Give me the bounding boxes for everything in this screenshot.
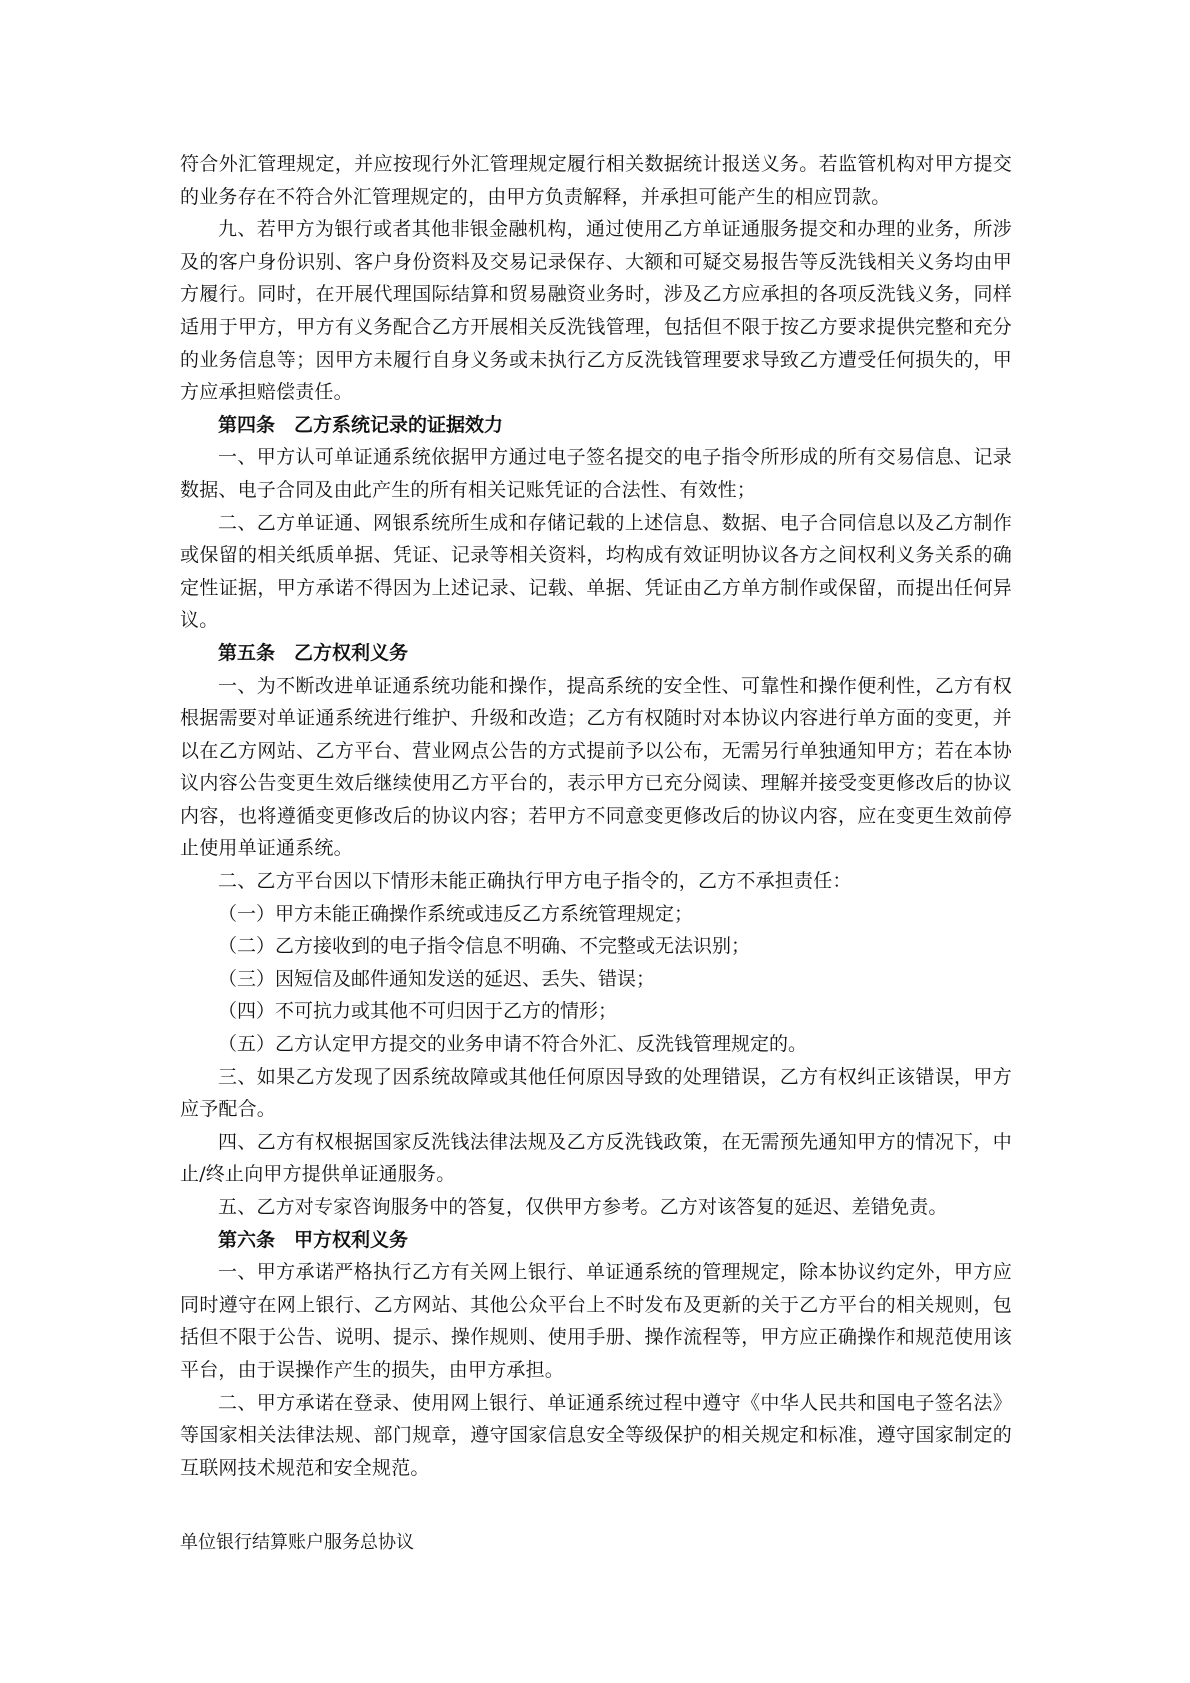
paragraph-article-5-4: 四、乙方有权根据国家反洗钱法律法规及乙方反洗钱政策，在无需预先通知甲方的情况下，中止/终止向甲方提供单证通服务。 xyxy=(180,1130,1012,1186)
paragraph-article-4-2: 二、乙方单证通、网银系统所生成和存储记载的上述信息、数据、电子合同信息以及乙方制作或保留的相关纸质单据、凭证、记录等相关资料，均构成有效证明协议各方之间权利义务关系的确定性证据，甲方承诺不得因为上述记录、记载、单据、凭证由乙方单方制作或保留，而提出任何异议。 xyxy=(180,511,1012,632)
paragraph-article-6-2: 二、甲方承诺在登录、使用网上银行、单证通系统过程中遵守《中华人民共和国电子签名法》等国家相关法律法规、部门规章，遵守国家信息安全等级保护的相关规定和标准，遵守国家制定的互联网技术规范和安全规范。 xyxy=(180,1391,1012,1479)
paragraph-article-5-3: 三、如果乙方发现了因系统故障或其他任何原因导致的处理错误，乙方有权纠正该错误，甲方应予配合。 xyxy=(180,1065,1012,1121)
list-item-5-2-3: （三）因短信及邮件通知发送的延迟、丢失、错误； xyxy=(218,967,656,990)
paragraph-article-5-2: 二、乙方平台因以下情形未能正确执行甲方电子指令的，乙方不承担责任： xyxy=(218,870,852,893)
paragraph-article-5-5: 五、乙方对专家咨询服务中的答复，仅供甲方参考。乙方对该答复的延迟、差错免责。 xyxy=(218,1196,948,1218)
paragraph-clause-9: 九、若甲方为银行或者其他非银金融机构，通过使用乙方单证通服务提交和办理的业务，所涉及的客户身份识别、客户身份资料及交易记录保存、大额和可疑交易报告等反洗钱相关义务均由甲方履行。同时，在开展代理国际结算和贸易融资业务时，涉及乙方应承担的各项反洗钱义务，同样适用于甲方，甲方有义务配合乙方开展相关反洗钱管理，包括但不限于按乙方要求提供完整和充分的业务信息等；因甲方未履行自身义务或未执行乙方反洗钱管理要求导致乙方遭受任何损失的，甲方应承担赔偿责任。 xyxy=(180,218,1012,404)
document-body xyxy=(180,148,1012,1484)
paragraph-article-5-1: 一、为不断改进单证通系统功能和操作，提高系统的安全性、可靠性和操作便利性，乙方有权根据需要对单证通系统进行维护、升级和改造；乙方有权随时对本协议内容进行单方面的变更，并以在乙方网站、乙方平台、营业网点公告的方式提前予以公布，无需另行单独通知甲方；若在本协议内容公告变更生效后继续使用乙方平台的，表示甲方已充分阅读、理解并接受变更修改后的协议内容，也将遵循变更修改后的协议内容；若甲方不同意变更修改后的协议内容，应在变更生效前停止使用单证通系统。 xyxy=(180,674,1012,860)
paragraph-article-4-1: 一、甲方认可单证通系统依据甲方通过电子签名提交的电子指令所形成的所有交易信息、记录数据、电子合同及由此产生的所有相关记账凭证的合法性、有效性； xyxy=(180,446,1012,501)
list-item-5-2-4: （四）不可抗力或其他不可归因于乙方的情形； xyxy=(218,1000,618,1023)
article-5-heading: 第五条 乙方权利义务 xyxy=(218,641,409,664)
paragraph-continuation: 符合外汇管理规定，并应按现行外汇管理规定履行相关数据统计报送义务。若监管机构对甲方提交的业务存在不符合外汇管理规定的，由甲方负责解释，并承担可能产生的相应罚款。 xyxy=(180,153,1012,208)
list-item-5-2-1: （一）甲方未能正确操作系统或违反乙方系统管理规定； xyxy=(218,902,694,925)
page-footer: 单位银行结算账户服务总协议 xyxy=(180,1532,414,1553)
paragraph-article-6-1: 一、甲方承诺严格执行乙方有关网上银行、单证通系统的管理规定，除本协议约定外，甲方应同时遵守在网上银行、乙方网站、其他公众平台上不时发布及更新的关于乙方平台的相关规则，包括但不限于公告、说明、提示、操作规则、使用手册、操作流程等，甲方应正确操作和规范使用该平台，由于误操作产生的损失，由甲方承担。 xyxy=(180,1261,1012,1381)
list-item-5-2-5: （五）乙方认定甲方提交的业务申请不符合外汇、反洗钱管理规定的。 xyxy=(218,1033,808,1056)
article-4-heading: 第四条 乙方系统记录的证据效力 xyxy=(218,413,504,436)
article-6-heading: 第六条 甲方权利义务 xyxy=(218,1228,409,1251)
list-item-5-2-2: （二）乙方接收到的电子指令信息不明确、不完整或无法识别； xyxy=(218,935,751,958)
